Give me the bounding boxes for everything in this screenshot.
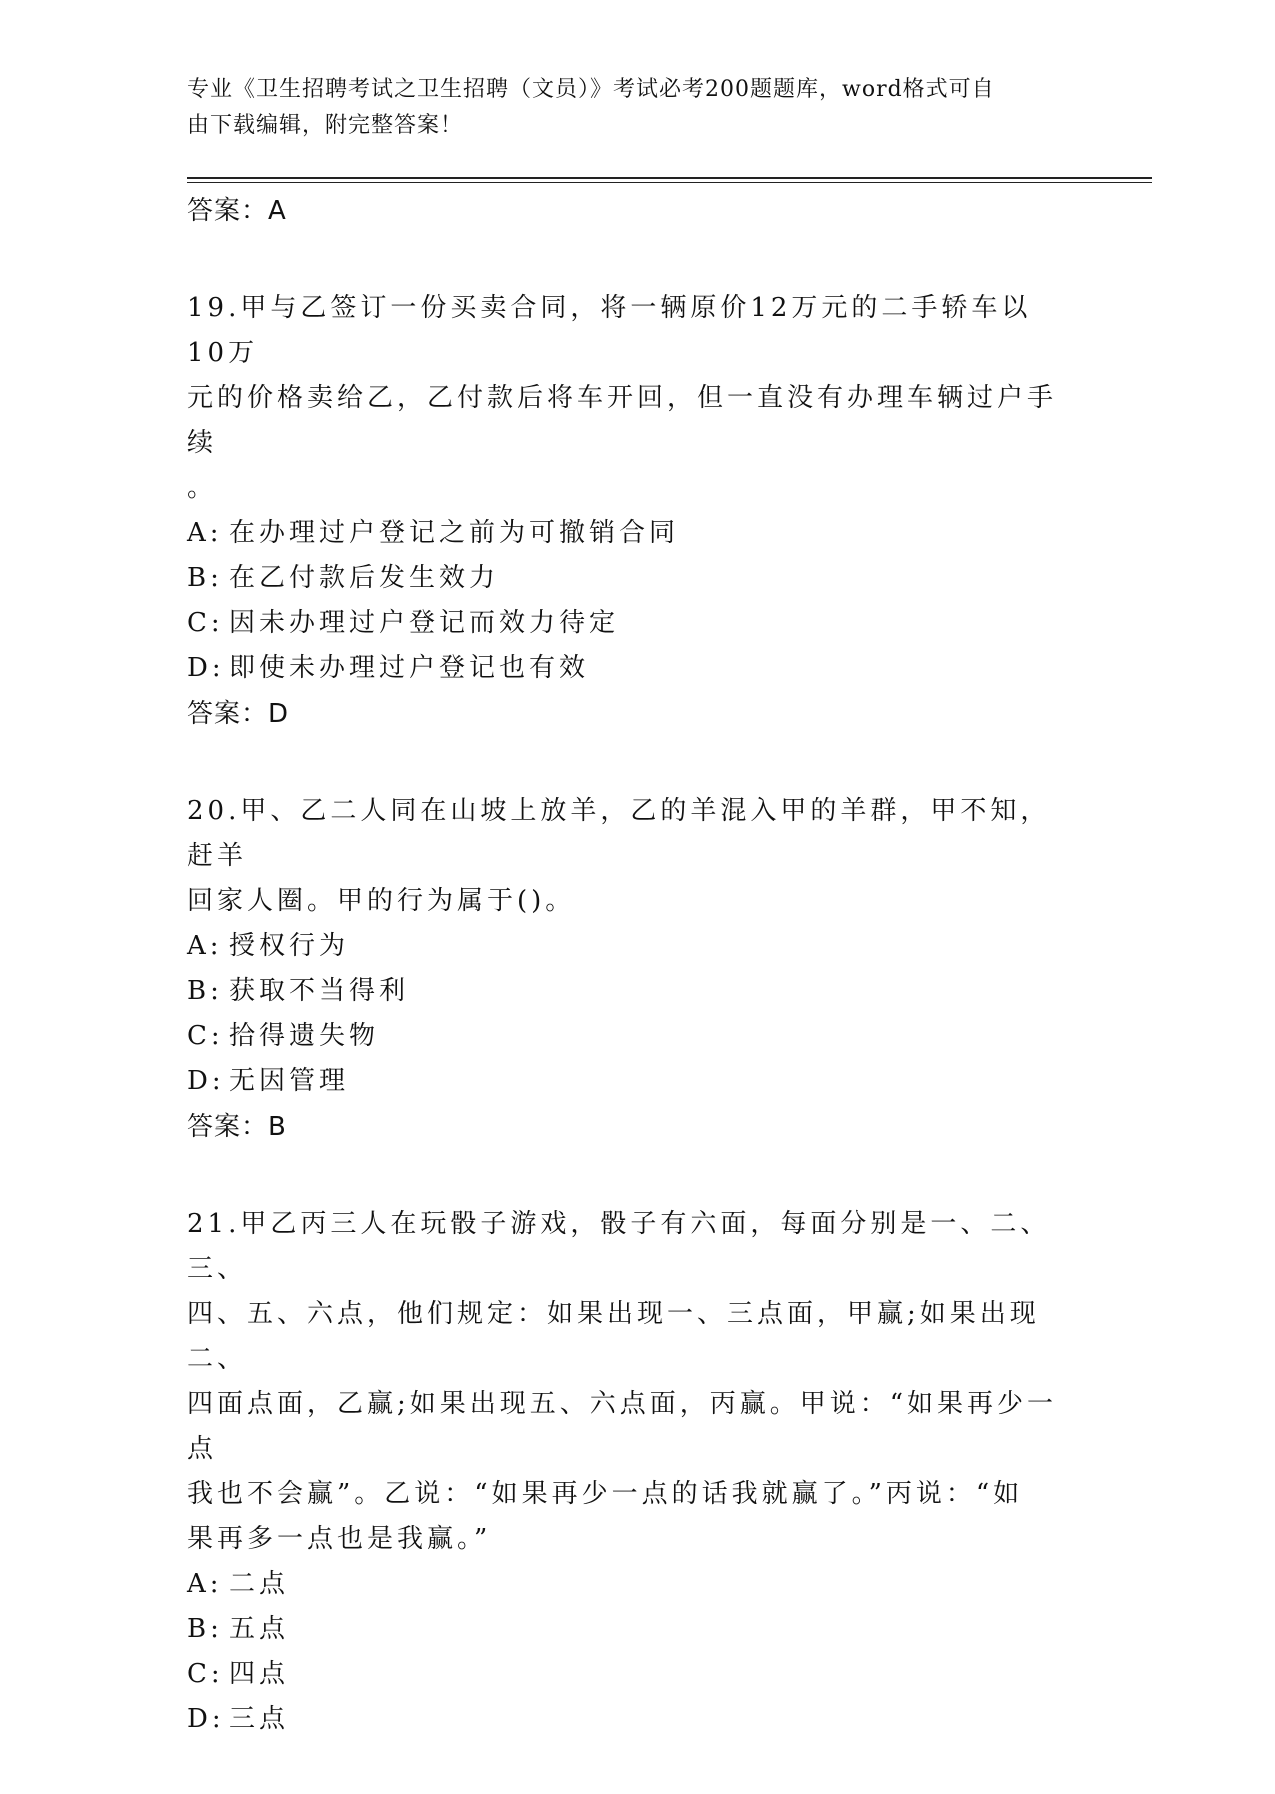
question-21	[187, 1202, 1067, 1742]
option-letter: D:	[187, 653, 225, 683]
option-text: 三点	[229, 1704, 290, 1734]
question-stem-line: 。	[187, 473, 218, 503]
option-letter: A:	[187, 518, 223, 548]
option-text: 因未办理过户登记而效力待定	[229, 608, 620, 638]
header-divider-thin	[187, 182, 1152, 183]
option-letter: C:	[187, 1021, 224, 1051]
option-letter: B:	[187, 563, 223, 593]
question-stem-line: 21.甲乙丙三人在玩骰子游戏，骰子有六面，每面分别是一、二、三、	[187, 1209, 1051, 1284]
option-letter: B:	[187, 1614, 223, 1644]
header-divider	[187, 177, 1152, 179]
option-letter: C:	[187, 608, 224, 638]
option-letter: D:	[187, 1066, 225, 1096]
option-a	[187, 924, 1067, 969]
answer-label: 答案：A	[187, 196, 287, 226]
option-a	[187, 511, 1067, 556]
option-text: 四点	[229, 1659, 290, 1689]
question-list	[187, 188, 1067, 1794]
option-letter: B:	[187, 976, 223, 1006]
option-letter: C:	[187, 1659, 224, 1689]
question-stem-line: 四、五、六点，他们规定：如果出现一、三点面，甲赢;如果出现二、	[187, 1299, 1040, 1374]
option-text: 拾得遗失物	[229, 1021, 380, 1051]
option-c	[187, 1652, 1067, 1697]
option-text: 获取不当得利	[229, 976, 410, 1006]
question-stem-line: 19.甲与乙签订一份买卖合同，将一辆原价12万元的二手轿车以10万	[187, 293, 1032, 368]
question-stem-line: 回家人圈。甲的行为属于()。	[187, 886, 576, 916]
option-b	[187, 556, 1067, 601]
option-d	[187, 646, 1067, 691]
option-a	[187, 1562, 1067, 1607]
option-letter: D:	[187, 1704, 225, 1734]
option-d	[187, 1059, 1067, 1104]
option-text: 二点	[229, 1569, 290, 1599]
question-20	[187, 789, 1067, 1150]
option-text: 即使未办理过户登记也有效	[229, 653, 590, 683]
question-stem-line: 四面点面，乙赢;如果出现五、六点面，丙赢。甲说：“如果再少一点	[187, 1389, 1058, 1464]
option-letter: A:	[187, 1569, 223, 1599]
option-text: 在办理过户登记之前为可撤销合同	[229, 518, 680, 548]
option-b	[187, 1607, 1067, 1652]
option-c	[187, 601, 1067, 646]
question-stem	[187, 1202, 1067, 1562]
option-b	[187, 969, 1067, 1014]
option-d	[187, 1697, 1067, 1742]
option-c	[187, 1014, 1067, 1059]
option-text: 无因管理	[229, 1066, 350, 1096]
header-line-2: 由下载编辑，附完整答案！	[187, 113, 464, 138]
option-text: 授权行为	[229, 931, 350, 961]
question-stem-line: 元的价格卖给乙，乙付款后将车开回，但一直没有办理车辆过户手续	[187, 383, 1058, 458]
question-19	[187, 286, 1067, 737]
answer-label: 答案：B	[187, 1112, 287, 1142]
question-stem-line: 20.甲、乙二人同在山坡上放羊，乙的羊混入甲的羊群，甲不知，赶羊	[187, 796, 1051, 871]
question-stem-line: 我也不会赢”。乙说：“如果再少一点的话我就赢了。”丙说：“如	[187, 1479, 1024, 1509]
option-text: 在乙付款后发生效力	[229, 563, 500, 593]
option-letter: A:	[187, 931, 223, 961]
question-stem	[187, 286, 1067, 511]
option-text: 五点	[229, 1614, 290, 1644]
answer-label: 答案：D	[187, 699, 290, 729]
page-header	[187, 72, 1067, 144]
question-stem	[187, 789, 1067, 924]
question-stem-line: 果再多一点也是我赢。”	[187, 1524, 492, 1554]
header-line-1: 专业《卫生招聘考试之卫生招聘（文员）》考试必考200题题库，word格式可自	[187, 77, 995, 102]
